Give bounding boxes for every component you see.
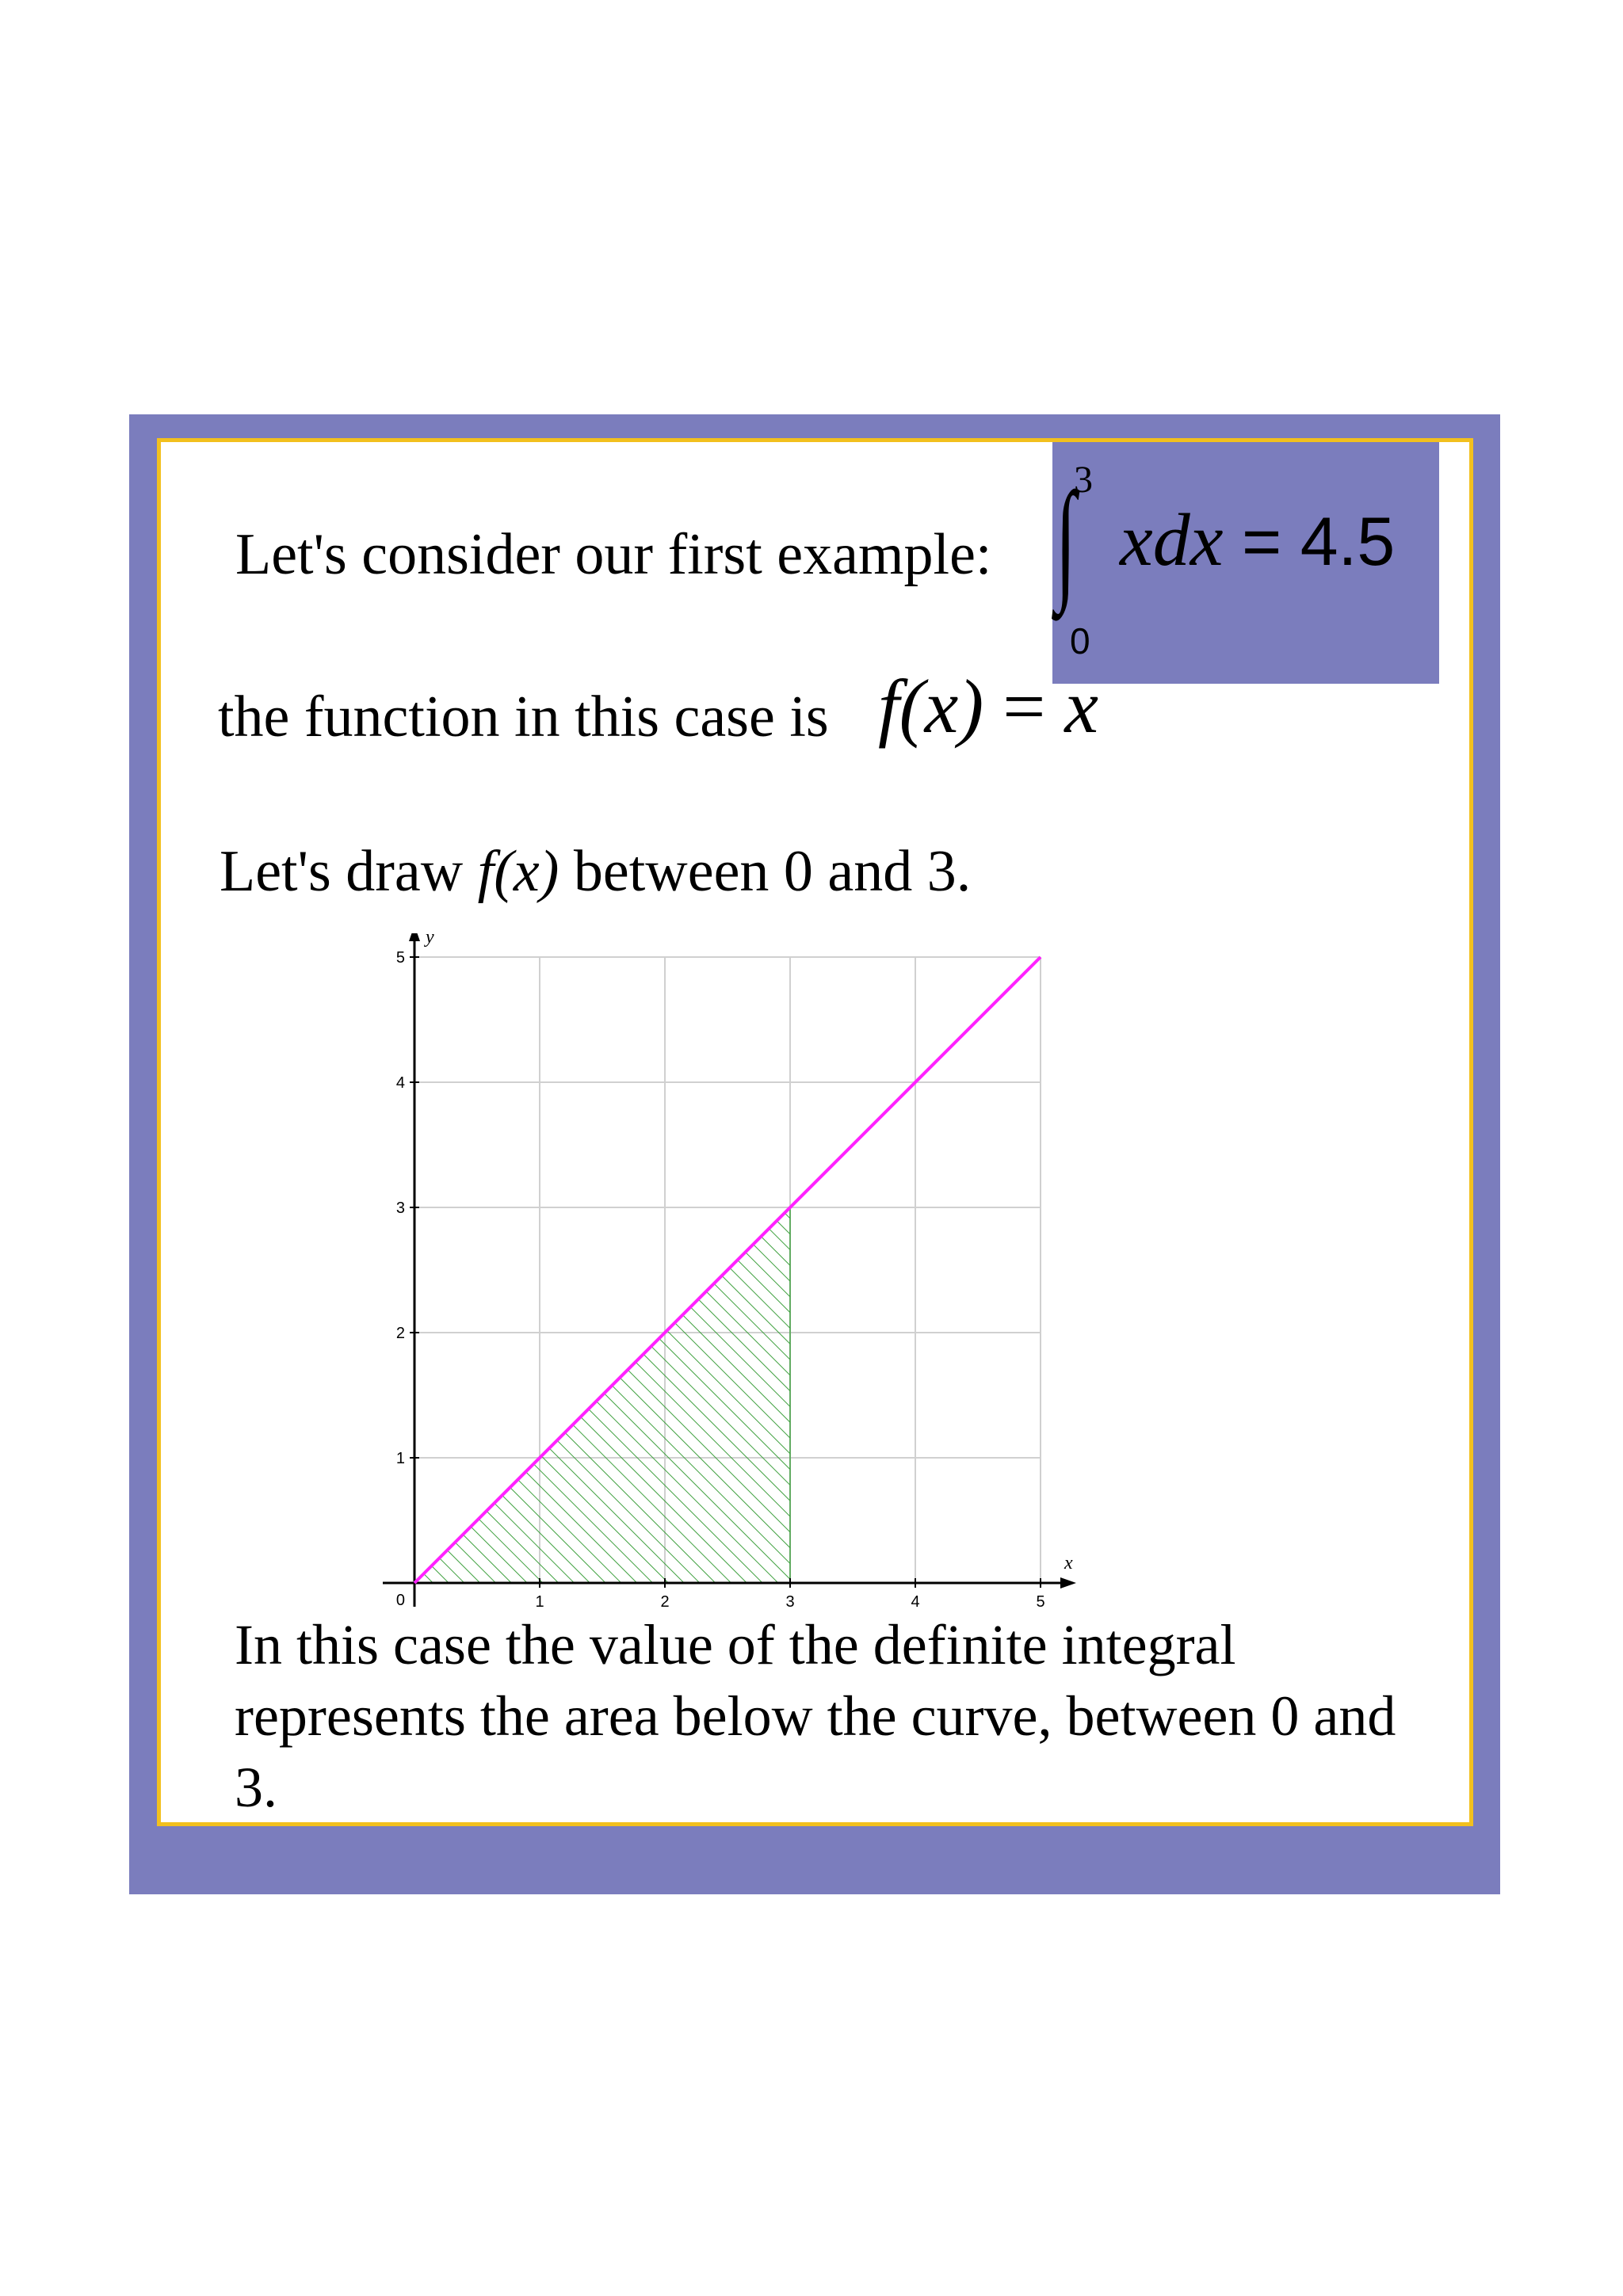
integral-sign: ∫ — [1056, 465, 1076, 614]
draw-prefix: Let's draw — [220, 839, 464, 904]
y-tick-label: 1 — [395, 1450, 405, 1467]
y-tick-label: 3 — [395, 1199, 405, 1217]
explanation-paragraph: In this case the value of the definite integral represents the area below the curve, between 0 and 3. — [235, 1613, 1396, 1819]
slide-content — [157, 438, 1473, 1826]
integral-expression — [1120, 498, 1395, 583]
intro-text: Let's consider our first example: — [235, 522, 992, 587]
function-rhs: x — [1064, 664, 1098, 749]
function-formula — [878, 662, 1098, 750]
x-tick-label: 1 — [535, 1593, 544, 1611]
x-tick-label: 4 — [911, 1593, 920, 1611]
y-axis-label: y — [426, 933, 434, 948]
origin-label: 0 — [395, 1592, 405, 1609]
integral-value: 4.5 — [1300, 504, 1396, 580]
x-tick-label: 2 — [660, 1593, 670, 1611]
draw-suffix: between 0 and 3. — [573, 839, 972, 904]
x-tick-label: 3 — [785, 1593, 795, 1611]
y-axis-arrow — [409, 933, 420, 941]
integral-lower-limit: 0 — [1070, 620, 1090, 662]
x-tick-label: 5 — [1036, 1593, 1045, 1611]
integrand: xdx — [1120, 499, 1224, 582]
integral-upper-limit: 3 — [1074, 459, 1093, 501]
slide-frame — [129, 414, 1500, 1894]
function-equals: = — [1002, 664, 1046, 749]
function-lhs: f(x) — [878, 664, 984, 749]
x-axis-label: x — [1064, 1553, 1073, 1573]
integral-formula-box — [1052, 442, 1439, 684]
function-graph — [379, 933, 1266, 1615]
y-tick-label: 4 — [395, 1074, 405, 1092]
draw-fx: f(x) — [477, 839, 559, 904]
integral-equals: = — [1241, 504, 1282, 580]
y-tick-label: 2 — [395, 1325, 405, 1342]
x-axis-arrow — [1060, 1577, 1076, 1589]
draw-instruction — [220, 838, 971, 906]
function-text: the function in this case is — [218, 685, 829, 749]
y-tick-label: 5 — [395, 949, 405, 967]
